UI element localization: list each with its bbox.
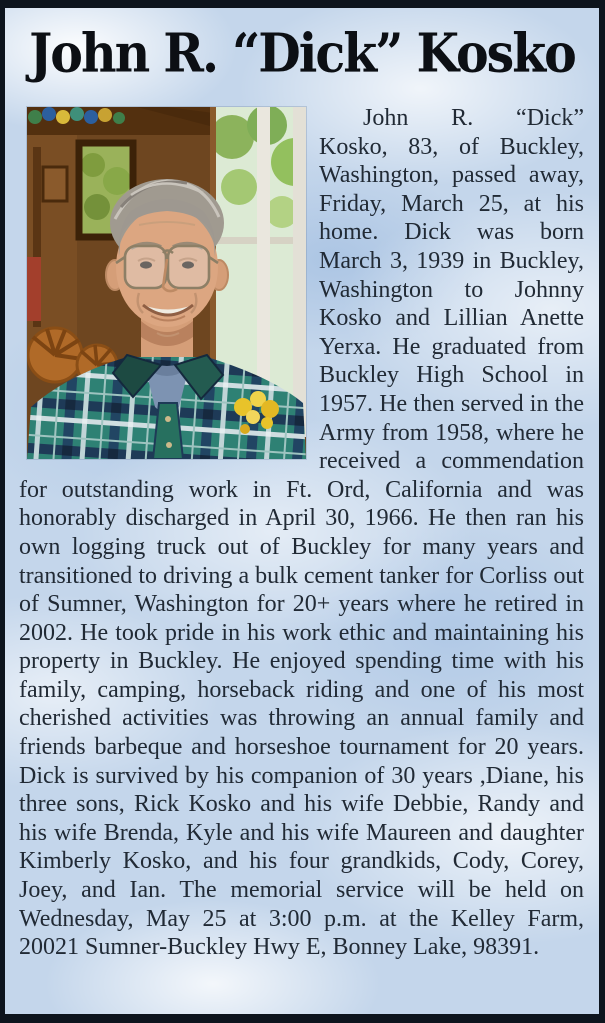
obituary-text: John R. “Dick” Kosko, 83, of Buckley, Washington, passed away, Friday, March 25, at his home. Dick was born March 3, 1939 in Buckley, Washington to Johnny Kosko and Lillian Anette Yerxa. He graduated from Buckley High School in 1957. He then served in the Army from 1958, where he received a commendation for outstanding work in Ft. Ord, California and was honorably discharged in April 30, 1966. He then ran his own logging truck out of Buckley for many years and transitioned to driving a bulk cement tanker for Corliss out of Sumner, Washington for 20+ years where he retired in 2002. He took pride in his work ethic and maintaining his property in Buckley. He enjoyed spending time with his family, camping, horseback riding and one of his most cherished activities was throwing an annual family and friends barbeque and horseshoe tournament for 20 years. Dick is survived by his companion of 30 years ,Diane, his three sons, Rick Kosko and his wife Debbie, Randy and his wife Brenda, Kyle and his wife Maureen and daughter Kimberly Kosko, and his four grandkids, Cody, Corey, Joey, and Ian. The memorial service will be held on Wednesday, May 25 at 3:00 p.m. at the Kelley Farm, 20021 Sumner-Buckley Hwy E, Bonney Lake, 98391.: [19, 105, 584, 961]
obituary-content: [19, 104, 584, 962]
portrait-photo: [27, 107, 306, 459]
portrait-photo-illustration: [27, 107, 306, 459]
obituary-title: John R. “Dick” Kosko: [29, 22, 575, 85]
